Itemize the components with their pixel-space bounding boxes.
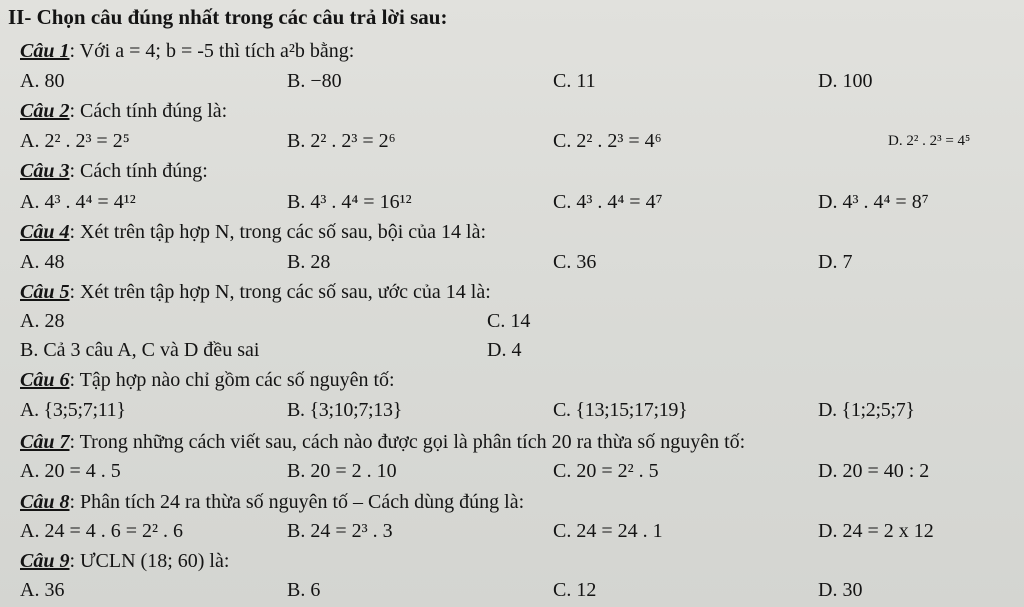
question-5-label: Câu 5 [20,281,70,303]
q6-option-c: C. {13;15;17;19} [553,399,688,421]
q8-option-b: B. 24 = 2³ . 3 [287,520,393,542]
question-6-text: : Tập hợp nào chỉ gồm các số nguyên tố: [69,369,395,391]
q2-option-a: A. 2² . 2³ = 2⁵ [20,130,130,152]
q8-option-c: C. 24 = 24 . 1 [553,520,663,542]
question-7-label: Câu 7 [20,431,70,453]
question-8 [20,487,1024,517]
section-heading: II- Chọn câu đúng nhất trong các câu trả lời sau: [8,5,448,29]
q8-option-d: D. 24 = 2 x 12 [818,520,934,542]
q2-option-b: B. 2² . 2³ = 2⁶ [287,130,396,152]
q5-option-b: B. Cả 3 câu A, C và D đều sai [20,339,260,361]
q3-option-b: B. 4³ . 4⁴ = 16¹² [287,191,412,213]
question-2 [20,96,1024,126]
question-6 [20,365,1024,395]
question-9-text: : ƯCLN (18; 60) là: [69,550,230,572]
question-6-label: Câu 6 [20,369,70,391]
q7-option-a: A. 20 = 4 . 5 [20,460,121,482]
question-3-options [0,187,1024,217]
question-3 [20,156,1024,186]
question-7-text: : Trong những cách viết sau, cách nào được gọi là phân tích 20 ra thừa số nguyên tố: [69,431,746,453]
question-6-options [0,395,1024,425]
q1-option-d: D. 100 [818,70,873,92]
q5-option-a: A. 28 [20,310,65,332]
q5-option-d: D. 4 [487,339,522,361]
question-5 [20,277,1024,307]
q4-option-c: C. 36 [553,251,597,273]
q7-option-d: D. 20 = 40 : 2 [818,460,930,482]
question-9 [20,546,1024,576]
q4-option-b: B. 28 [287,251,331,273]
question-7 [20,427,1024,457]
question-4-text: : Xét trên tập hợp N, trong các số sau, bội của 14 là: [69,221,487,243]
question-7-options [0,456,1024,486]
question-9-label: Câu 9 [20,550,70,572]
question-2-label: Câu 2 [20,100,70,122]
q3-option-a: A. 4³ . 4⁴ = 4¹² [20,191,136,213]
question-1-options [0,66,1024,96]
q6-option-b: B. {3;10;7;13} [287,399,403,421]
q9-option-a: A. 36 [20,579,65,601]
q4-option-a: A. 48 [20,251,65,273]
q1-option-b: B. −80 [287,70,342,92]
q9-option-c: C. 12 [553,579,597,601]
question-3-label: Câu 3 [20,160,70,182]
question-1 [20,36,1024,66]
question-8-options [0,516,1024,546]
q1-option-c: C. 11 [553,70,596,92]
question-9-options [0,575,1024,605]
q9-option-d: D. 30 [818,579,863,601]
q3-option-d: D. 4³ . 4⁴ = 8⁷ [818,191,929,213]
q3-option-c: C. 4³ . 4⁴ = 4⁷ [553,191,663,213]
question-4 [20,217,1024,247]
q5-option-c: C. 14 [487,310,531,332]
question-4-label: Câu 4 [20,221,70,243]
question-8-text: : Phân tích 24 ra thừa số nguyên tố – Cách dùng đúng là: [69,491,525,513]
q9-option-b: B. 6 [287,579,321,601]
question-4-options [0,247,1024,277]
question-1-text: : Với a = 4; b = -5 thì tích a²b bằng: [69,40,355,62]
q8-option-a: A. 24 = 4 . 6 = 2² . 6 [20,520,183,542]
question-1-label: Câu 1 [20,40,70,62]
question-2-options [0,126,1024,156]
q6-option-d: D. {1;2;5;7} [818,399,915,421]
q7-option-c: C. 20 = 2² . 5 [553,460,659,482]
q6-option-a: A. {3;5;7;11} [20,399,126,421]
question-5-options-row-1 [0,306,1024,336]
q4-option-d: D. 7 [818,251,853,273]
q7-option-b: B. 20 = 2 . 10 [287,460,397,482]
question-5-options-row-2 [0,335,1024,365]
question-5-text: : Xét trên tập hợp N, trong các số sau, ước của 14 là: [69,281,491,303]
question-3-text: : Cách tính đúng: [69,160,208,182]
q2-option-c: C. 2² . 2³ = 4⁶ [553,130,662,152]
q2-option-d: D. 2² . 2³ = 4⁵ [888,133,971,149]
question-8-label: Câu 8 [20,491,70,513]
question-2-text: : Cách tính đúng là: [69,100,228,122]
q1-option-a: A. 80 [20,70,65,92]
